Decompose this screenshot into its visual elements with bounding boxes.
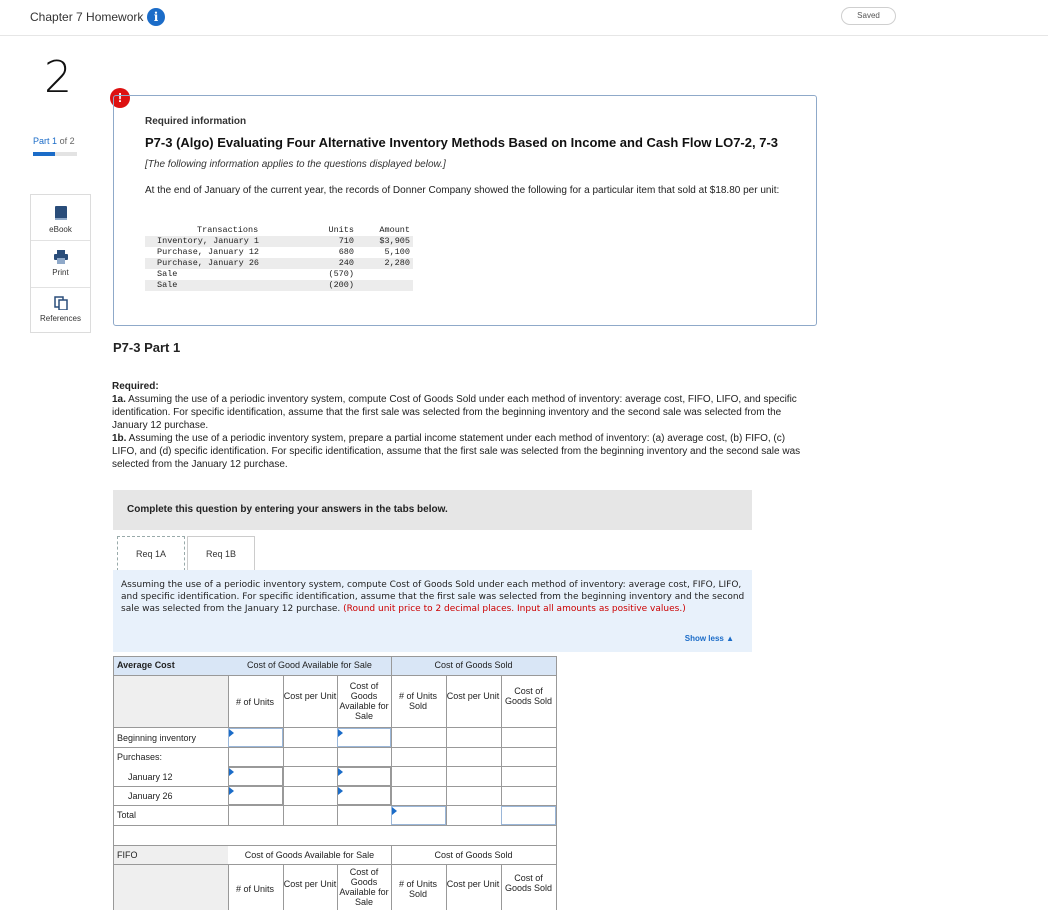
col-cost-per-unit-sold: Cost per Unit (446, 879, 500, 889)
show-less-link[interactable]: Show less ▲ (684, 634, 734, 643)
part-current: 1 (52, 136, 58, 146)
jan12-cost-available-input[interactable] (337, 767, 391, 786)
required-information-box (113, 95, 817, 326)
col-cogs: Cost of Goods Sold (504, 686, 553, 706)
print-button[interactable] (31, 250, 90, 277)
beginning-cost-available-input[interactable] (337, 728, 391, 747)
part-title: P7-3 Part 1 (113, 340, 181, 355)
total-units-sold-input[interactable] (391, 806, 446, 825)
ebook-label: eBook (49, 225, 72, 234)
jan26-units-input[interactable] (228, 786, 283, 805)
references-button[interactable] (31, 296, 90, 323)
tab-panel (113, 570, 752, 652)
requirements (112, 380, 812, 471)
row-january-26: January 26 (128, 791, 173, 801)
table-row: Sale (570) (157, 269, 354, 279)
row-purchases: Purchases: (117, 752, 163, 762)
problem-body: At the end of January of the current year, the records of Donner Company showed the following for a particular item that sold at $18.80 per unit: (145, 185, 780, 196)
references-label: References (40, 314, 81, 323)
method-label: FIFO (117, 850, 138, 860)
col-cost-per-unit: Cost per Unit (283, 879, 337, 889)
transactions-header: Transactions Units Amount (197, 225, 410, 235)
col-cogs: Cost of Goods Sold (504, 873, 553, 893)
alert-icon: ! (110, 88, 130, 108)
beginning-units-input[interactable] (228, 728, 283, 747)
col-units-sold: # of Units Sold (398, 879, 438, 899)
required-info-heading: Required information (145, 116, 247, 127)
col-units-sold: # of Units Sold (398, 691, 438, 711)
required-label: Required: (112, 381, 159, 392)
col-cost-per-unit: Cost per Unit (283, 691, 337, 701)
group-sold-header: Cost of Goods Sold (434, 850, 513, 860)
tab-req-1a[interactable]: Req 1A (117, 536, 185, 571)
jan12-units-input[interactable] (228, 767, 283, 786)
part-progress-fill (33, 152, 55, 156)
info-icon[interactable]: i (147, 8, 165, 26)
group-available-header: Cost of Goods Available for Sale (244, 850, 375, 860)
part-indicator (33, 136, 75, 146)
col-units: # of Units (235, 697, 275, 707)
fifo-table (113, 826, 556, 910)
print-label: Print (52, 268, 69, 277)
group-available-header: Cost of Good Available for Sale (247, 660, 372, 670)
method-label: Average Cost (117, 660, 175, 670)
printer-icon (54, 250, 68, 264)
tab-req-1b[interactable]: Req 1B (187, 536, 255, 571)
part-progress-bar (33, 152, 77, 156)
book-icon (54, 205, 68, 221)
table-row: Sale (200) (145, 280, 413, 291)
problem-note: [The following information applies to the questions displayed below.] (145, 159, 446, 170)
jan26-cost-available-input[interactable] (337, 786, 391, 805)
transactions-table (145, 225, 413, 291)
panel-hint: (Round unit price to 2 decimal places. Input all amounts as positive values.) (343, 604, 686, 614)
panel-instructions: Assuming the use of a periodic inventory system, compute Cost of Goods Sold under each method of inventory: average cost, FIFO, LIFO, and specific identification. For specific identification, assume that the first sale was selected from the beginning inventory and the second sale was selected from the January 12 purchase. (Round unit price to 2 decimal places. Input all amounts as positive values.) (121, 580, 745, 614)
part-of: of (59, 136, 68, 146)
col-cost-per-unit-sold: Cost per Unit (446, 691, 500, 701)
requirement-1b: 1b. Assuming the use of a periodic inventory system, prepare a partial income statement under each method of inventory: (a) average cost, (b) FIFO, (c) LIFO, and (d) specific identification. For specific identification, assume that the first sale was selected from the beginning inventory and the second sale was selected from the January 12 purchase. (112, 433, 801, 470)
tools-panel (30, 194, 91, 333)
part-label: Part (33, 136, 50, 146)
saved-status-badge: Saved (841, 7, 896, 25)
references-icon (54, 296, 68, 310)
row-beginning-inventory: Beginning inventory (117, 733, 197, 743)
question-number: 2 (44, 52, 72, 103)
table-row: Inventory, January 1 710 $3,905 (145, 236, 413, 247)
ebook-button[interactable] (31, 205, 90, 234)
top-bar (0, 0, 1048, 36)
problem-title: P7-3 (Algo) Evaluating Four Alternative Inventory Methods Based on Income and Cash Flow LO7-2, 7-3 (145, 135, 779, 150)
group-sold-header: Cost of Goods Sold (434, 660, 513, 670)
total-cogs-input[interactable] (501, 806, 556, 825)
complete-instructions-banner: Complete this question by entering your answers in the tabs below. (113, 490, 752, 530)
average-cost-table (113, 656, 556, 826)
col-cost-available: Cost of Goods Available for Sale (339, 867, 389, 907)
requirement-1a: 1a. Assuming the use of a periodic inventory system, compute Cost of Goods Sold under each method of inventory: average cost, FIFO, LIFO, and specific identification. For specific identification, assume that the first sale was selected from the beginning inventory and the second sale was selected from the January 12 purchase. (112, 394, 797, 431)
row-total: Total (117, 810, 137, 820)
col-units: # of Units (235, 884, 275, 894)
row-january-12: January 12 (128, 772, 173, 782)
assignment-title: Chapter 7 Homework (30, 10, 144, 24)
table-row: Purchase, January 26 240 2,280 (145, 258, 413, 269)
col-cost-available: Cost of Goods Available for Sale (339, 681, 389, 721)
part-total: 2 (69, 136, 75, 146)
table-row: Purchase, January 12 680 5,100 (157, 247, 410, 257)
